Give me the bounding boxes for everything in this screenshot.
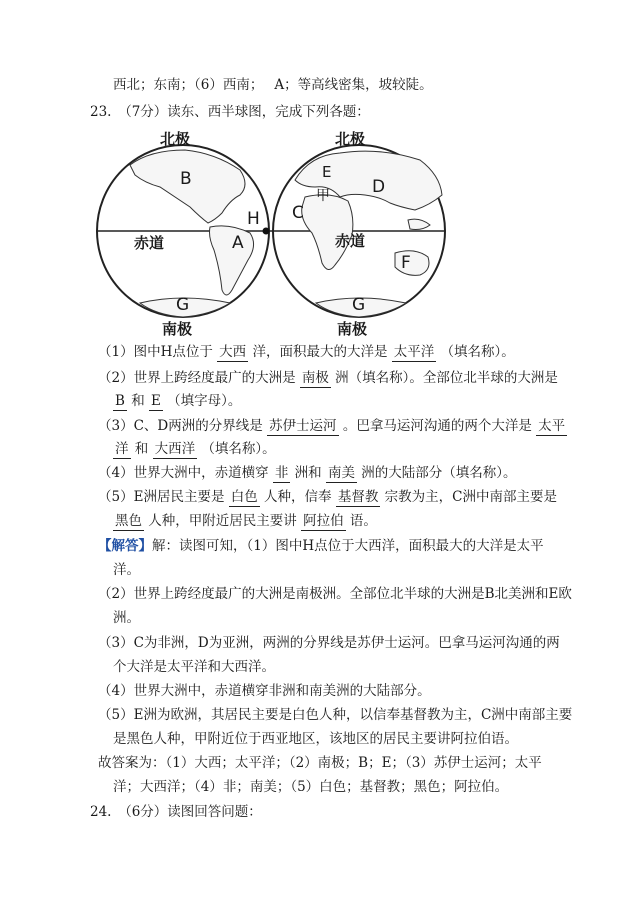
map-label-a: A <box>232 233 244 253</box>
map-label-g-left: G <box>176 295 190 315</box>
answer-line-3: （2）世界上跨经度最广的大洲是南极洲。全部位北半球的大洲是B北美洲和E欧 <box>98 586 572 602</box>
south-pole-label-right: 南极 <box>337 321 368 338</box>
map-label-g-right: G <box>352 295 366 315</box>
map-label-h: H <box>247 209 260 229</box>
equator-label-left: 赤道 <box>134 235 165 252</box>
map-label-e: E <box>322 163 332 181</box>
answer-line-2: 洋。 <box>113 562 140 578</box>
sub-question-5: （5）E洲居民主要是 白色 人种，信奉 基督教 宗教为主，C洲中南部主要是 <box>98 489 557 505</box>
north-pole-label-left: 北极 <box>160 131 191 148</box>
answer-line-8: （5）E洲为欧洲，其居民主要是白色人种，以信奉基督教为主，C洲中南部主要 <box>98 707 573 723</box>
point-h-dot <box>263 228 270 235</box>
answer-line-11: 洋；大西洋；（4）非；南美；（5）白色；基督教；黑色；阿拉伯。 <box>113 779 509 795</box>
answer-line-7: （4）世界大洲中，赤道横穿非洲和南美洲的大陆部分。 <box>98 683 431 699</box>
sub-question-2: （2）世界上跨经度最广的大洲是 南极 洲（填名称）。全部位北半球的大洲是 <box>98 370 558 386</box>
top-answer-line: 西北；东南；（6）西南； A；等高线密集，坡较陡。 <box>113 77 433 93</box>
answer-line-6: 个大洋是太平洋和大西洋。 <box>113 659 275 675</box>
map-label-b: B <box>180 169 192 189</box>
answer-line-5: （3）C为非洲，D为亚洲，两洲的分界线是苏伊士运河。巴拿马运河沟通的两 <box>98 635 560 651</box>
hemispheres-map <box>90 125 490 340</box>
sub-question-3-cont: 洋 和 大西洋 （填名称）。 <box>115 441 276 457</box>
north-pole-label-right: 北极 <box>335 131 366 148</box>
map-label-jia: 甲 <box>316 188 330 204</box>
answer-line-9: 是黑色人种，甲附近位于西亚地区，该地区的居民主要讲阿拉伯语。 <box>113 731 518 747</box>
sub-question-4: （4）世界大洲中，赤道横穿 非 洲和 南美 洲的大陆部分（填名称）。 <box>98 465 517 481</box>
map-label-d: D <box>372 177 386 197</box>
answer-tag: 【解答】 <box>98 538 152 554</box>
answer-line-1: 【解答】解：读图可知，（1）图中H点位于大西洋，面积最大的大洋是太平 <box>98 538 544 554</box>
map-label-f: F <box>401 253 411 273</box>
question-23-header: 23. （7分）读东、西半球图，完成下列各题： <box>90 104 370 120</box>
sub-question-1: （1）图中H点位于 大西 洋，面积最大的大洋是 太平洋 （填名称）。 <box>98 344 515 360</box>
sub-question-3: （3）C、D两洲的分界线是 苏伊士运河 。巴拿马运河沟通的两个大洋是 太平 <box>98 418 566 434</box>
sub-question-5-cont: 黑色 人种，甲附近居民主要讲 阿拉伯 语。 <box>115 513 377 529</box>
south-pole-label-left: 南极 <box>162 321 193 338</box>
equator-label-right: 赤道 <box>335 233 366 250</box>
answer-line-4: 洲。 <box>113 610 140 626</box>
question-24-header: 24. （6分）读图回答问题： <box>90 804 262 820</box>
map-label-c: C <box>292 203 304 223</box>
answer-line-10: 故答案为：（1）大西；太平洋；（2）南极；B；E；（3）苏伊士运河；太平 <box>98 755 542 771</box>
sub-question-2-cont: B 和 E （填字母）。 <box>115 393 242 409</box>
